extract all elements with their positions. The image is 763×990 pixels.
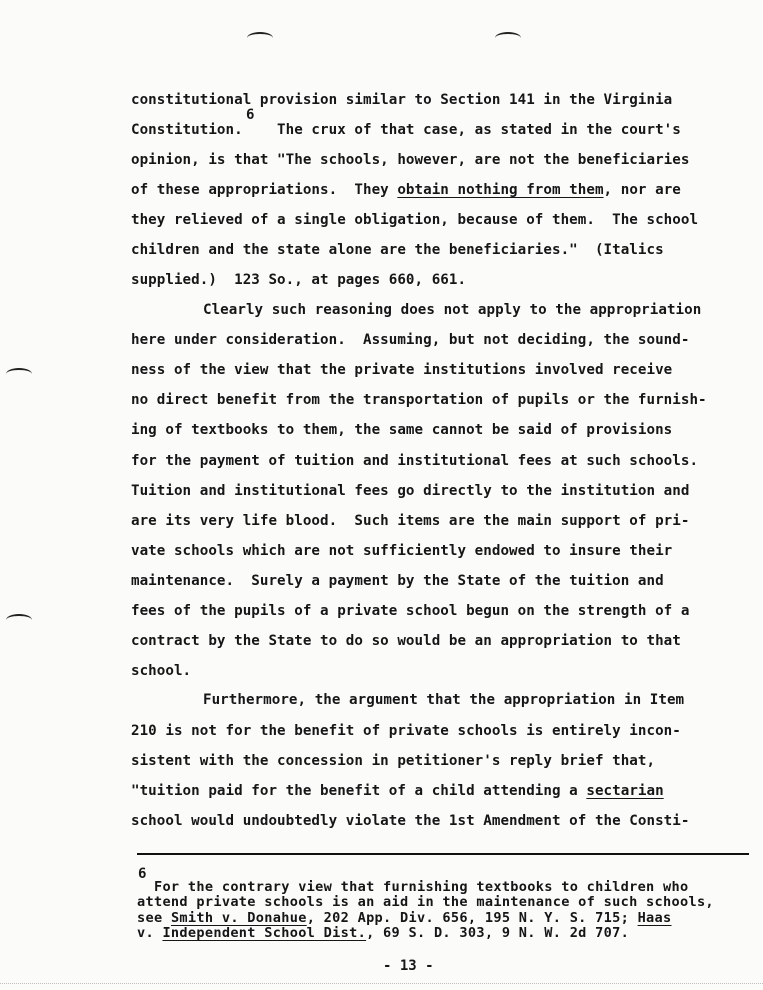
body-line: vate schools which are not sufficiently endowed to insure their <box>131 543 673 559</box>
body-text: of these appropriations. They <box>131 182 398 198</box>
page-number: - 13 - <box>383 958 434 974</box>
body-line: supplied.) 123 So., at pages 660, 661. <box>131 272 467 288</box>
body-line <box>131 180 681 200</box>
body-line: are its very life blood. Such items are the main support of pri- <box>131 513 690 529</box>
body-line: Constitution. The crux of that case, as stated in the court's <box>131 122 681 138</box>
body-line: for the payment of tuition and institutional fees at such schools. <box>131 453 699 469</box>
punch-mark-left-upper <box>6 368 32 380</box>
punch-mark-left-lower <box>6 614 32 626</box>
case-name: Smith v. Donahue <box>170 910 307 926</box>
body-line: constitutional provision similar to Section 141 in the Virginia <box>131 92 673 108</box>
body-line: ing of textbooks to them, the same cannot be said of provisions <box>131 422 673 438</box>
body-line: ness of the view that the private institutions involved receive <box>131 362 673 378</box>
body-line: no direct benefit from the transportation of pupils or the furnish- <box>131 392 707 408</box>
body-line: fees of the pupils of a private school begun on the strength of a <box>131 603 690 619</box>
body-line: opinion, is that "The schools, however, are not the beneficiaries <box>131 152 690 168</box>
body-line <box>131 781 664 801</box>
footnote-text: see <box>137 910 171 926</box>
footnote-text: , 69 S. D. 303, 9 N. W. 2d 707. <box>366 925 630 941</box>
footnote-line: attend private schools is an aid in the maintenance of such schools, <box>137 894 714 910</box>
punch-mark-top-right <box>495 32 521 44</box>
punch-mark-top-left <box>247 32 273 44</box>
underlined-phrase: obtain nothing from them <box>397 182 604 198</box>
underlined-word: sectarian <box>586 783 664 799</box>
body-line: children and the state alone are the beneficiaries." (Italics <box>131 242 664 258</box>
paragraph-start: Clearly such reasoning does not apply to the appropriation <box>203 302 702 318</box>
footnote-number: 6 <box>138 866 147 882</box>
case-name: Haas <box>637 910 672 926</box>
body-line: they relieved of a single obligation, because of them. The school <box>131 212 699 228</box>
body-line: school. <box>131 663 192 679</box>
footnote-text: , 202 App. Div. 656, 195 N. Y. S. 715; <box>306 910 638 926</box>
body-line: contract by the State to do so would be an appropriation to that <box>131 633 681 649</box>
body-line: Tuition and institutional fees go directly to the institution and <box>131 483 690 499</box>
footnote-line: For the contrary view that furnishing textbooks to children who <box>137 879 689 895</box>
scan-edge-noise <box>0 983 763 990</box>
footnote-text: v. <box>137 925 163 941</box>
footnote-divider <box>137 853 749 855</box>
body-line: 210 is not for the benefit of private schools is entirely incon- <box>131 723 681 739</box>
body-line: school would undoubtedly violate the 1st Amendment of the Consti- <box>131 813 690 829</box>
case-name: Independent School Dist. <box>162 925 367 941</box>
paragraph-start: Furthermore, the argument that the appropriation in Item <box>203 692 685 708</box>
body-text: , nor are <box>603 182 681 198</box>
body-line: maintenance. Surely a payment by the State of the tuition and <box>131 573 664 589</box>
footnote-line <box>137 926 629 942</box>
footnote-reference: 6 <box>246 107 255 123</box>
body-line: sistent with the concession in petitioner's reply brief that, <box>131 753 656 769</box>
body-line: here under consideration. Assuming, but not deciding, the sound- <box>131 332 690 348</box>
body-text: "tuition paid for the benefit of a child attending a <box>131 783 587 799</box>
